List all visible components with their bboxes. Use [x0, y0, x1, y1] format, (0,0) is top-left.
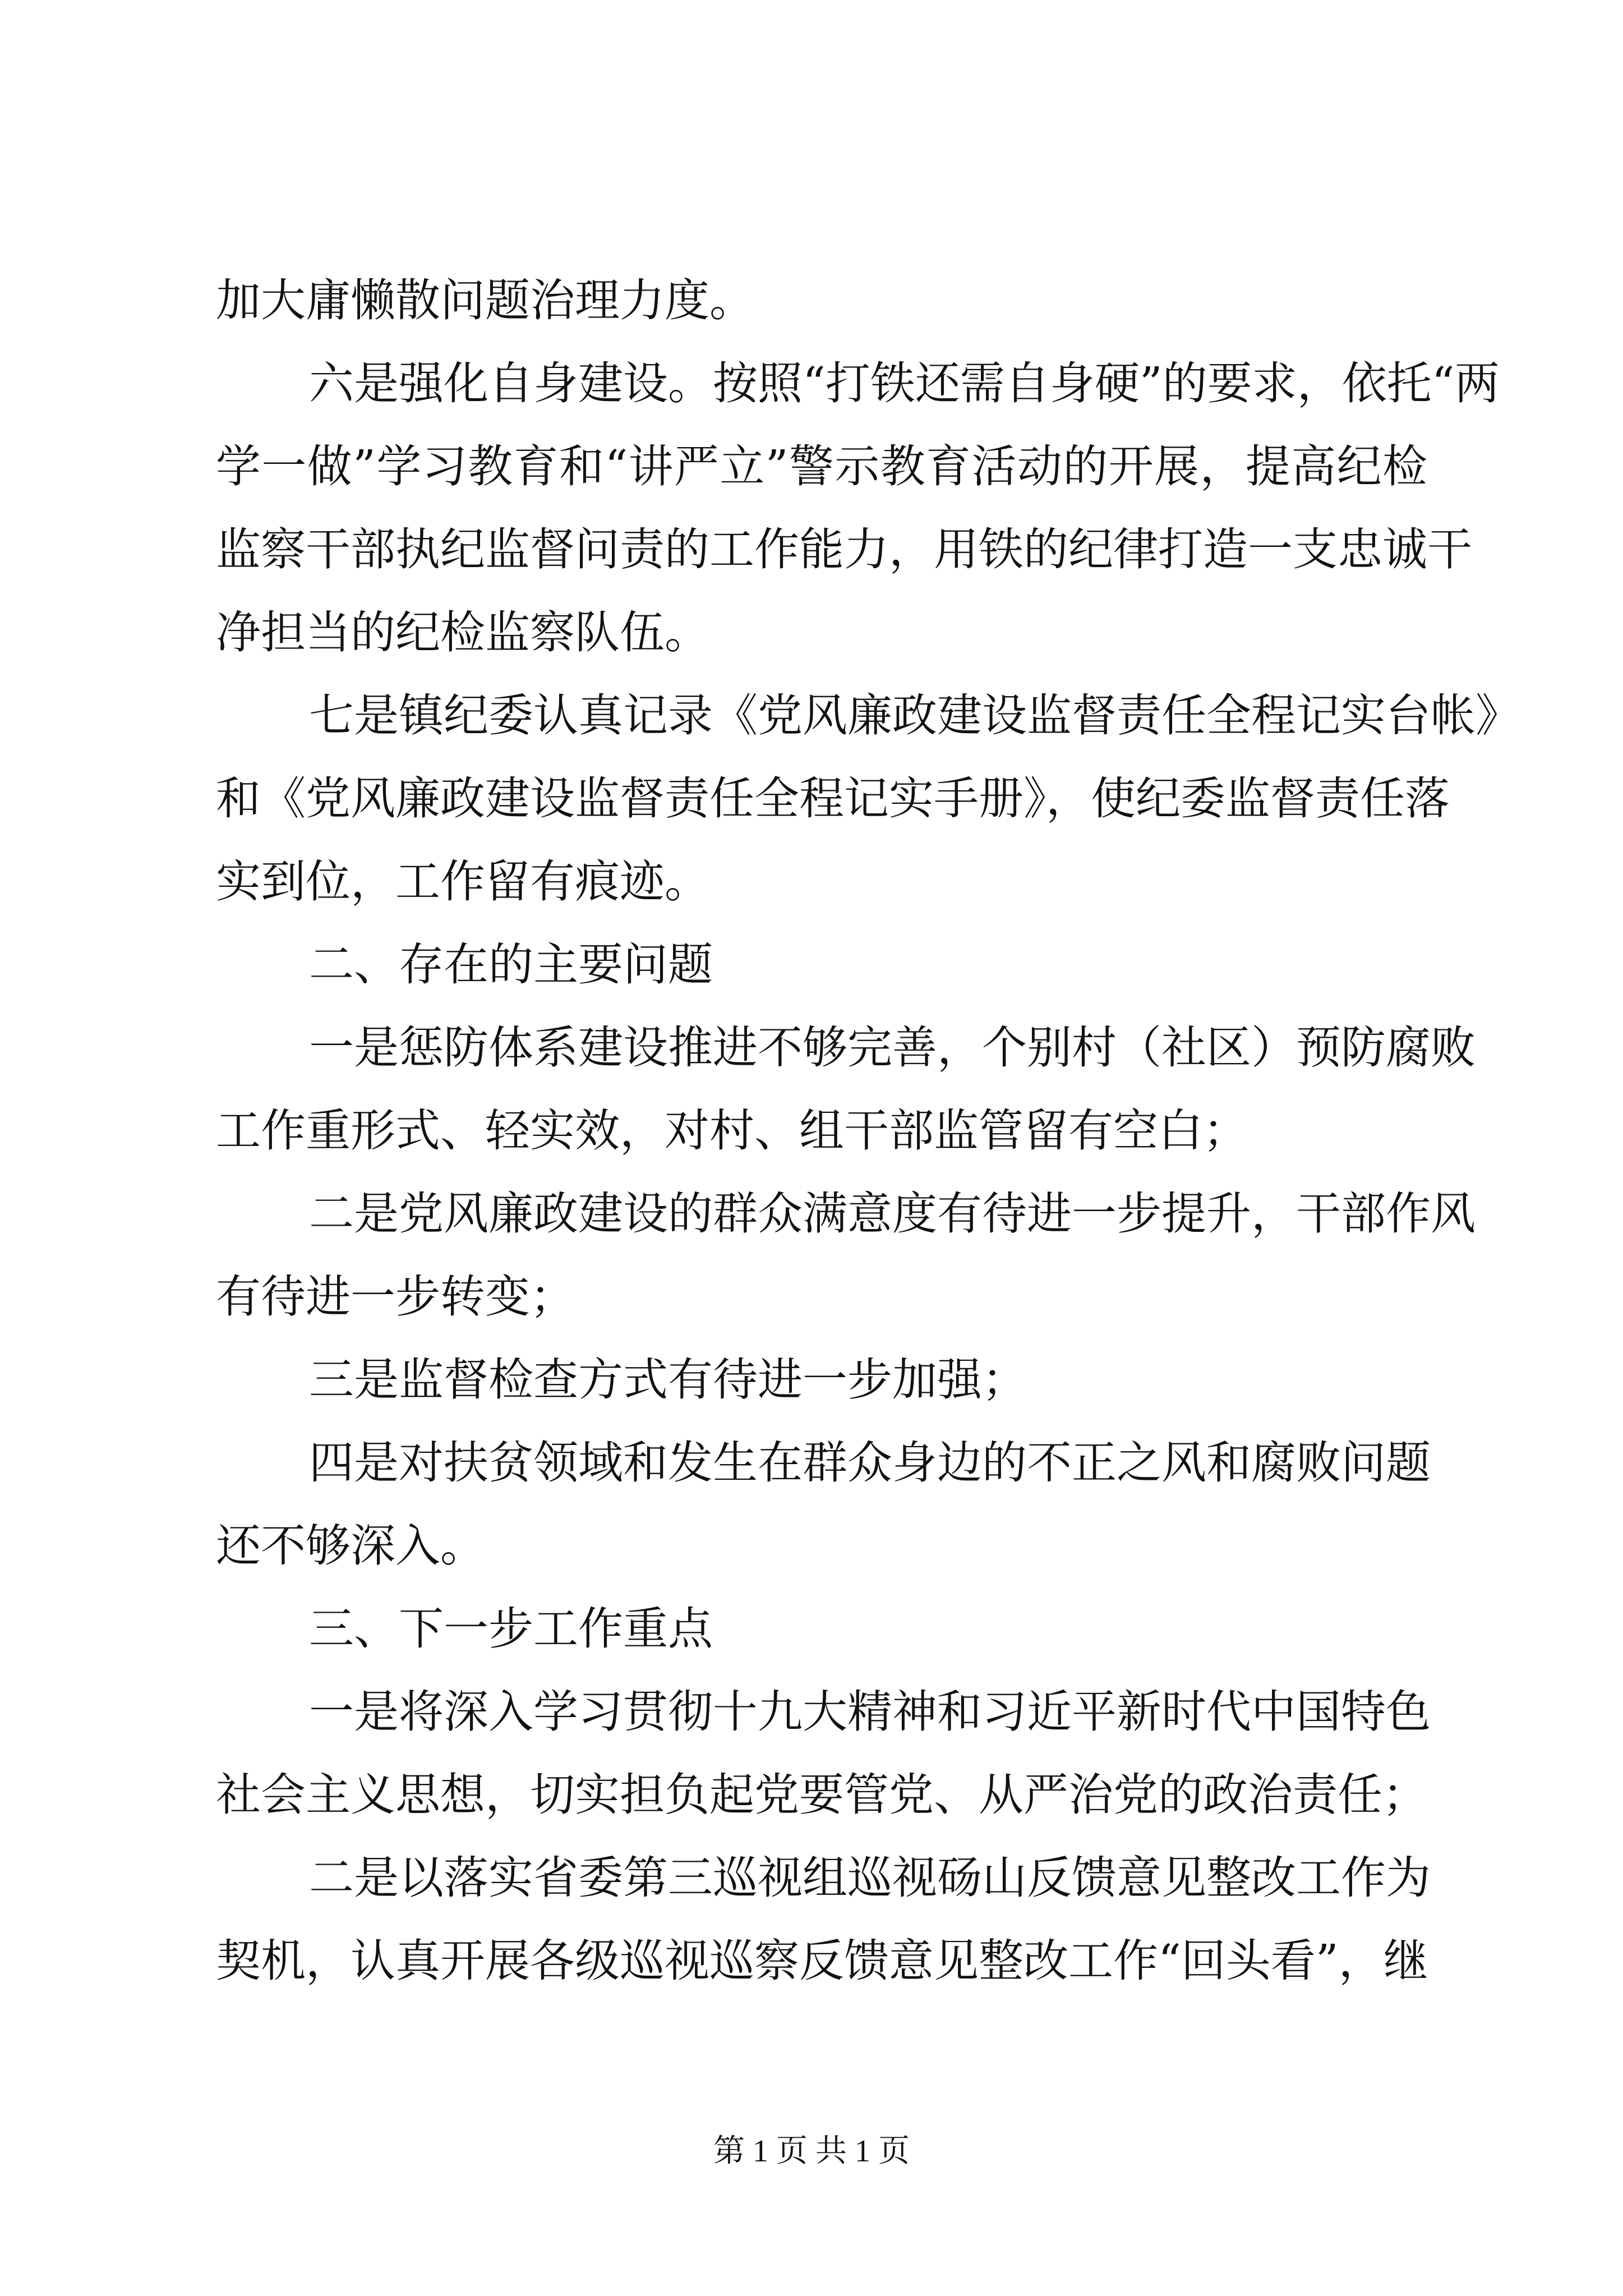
paragraph-p-cont	[216, 259, 1427, 342]
paragraph-p-prob-2	[216, 1172, 1476, 1338]
text-line: 实到位，工作留有痕迹。	[216, 855, 709, 908]
text-line: 三是监督检查方式有待进一步加强；	[309, 1354, 1027, 1406]
paragraph-p-next-1	[216, 1671, 1431, 1837]
page-footer: 第 1 页 共 1 页	[713, 2134, 910, 2169]
text-line: 监察干部执纪监督问责的工作能力，用铁的纪律打造一支忠诚干	[216, 523, 1472, 576]
text-line: 和《党风廉政建设监督责任全程记实手册》，使纪委监督责任落	[216, 772, 1450, 825]
text-line: 二、存在的主要问题	[309, 938, 713, 991]
text-line: 社会主义思想，切实担负起党要管党、从严治党的政治责任；	[216, 1769, 1427, 1821]
paragraph-p-seven	[216, 674, 1520, 923]
text-line: 还不够深入。	[216, 1520, 485, 1572]
paragraph-p-prob-3	[216, 1338, 1427, 1421]
text-line: 六是强化自身建设。按照“打铁还需自身硬”的要求，依托“两	[309, 357, 1500, 409]
text-line: 二是党风廉政建设的群众满意度有待进一步提升，干部作风	[309, 1188, 1476, 1240]
paragraph-p-six	[216, 342, 1500, 674]
document-body	[216, 259, 1520, 2003]
text-line: 一是惩防体系建设推进不够完善，个别村（社区）预防腐败	[309, 1022, 1476, 1074]
paragraph-h-three	[216, 1588, 1427, 1671]
text-line: 净担当的纪检监察队伍。	[216, 606, 709, 659]
paragraph-p-next-2	[216, 1837, 1431, 2003]
text-line: 一是将深入学习贯彻十九大精神和习近平新时代中国特色	[309, 1686, 1431, 1738]
paragraph-p-prob-1	[216, 1006, 1476, 1172]
text-line: 四是对扶贫领域和发生在群众身边的不正之风和腐败问题	[309, 1437, 1431, 1489]
text-line: 三、下一步工作重点	[309, 1603, 713, 1655]
text-line: 契机，认真开展各级巡视巡察反馈意见整改工作“回头看”，继	[216, 1935, 1428, 1987]
text-line: 有待进一步转变；	[216, 1271, 575, 1323]
paragraph-p-prob-4	[216, 1421, 1431, 1588]
text-line: 工作重形式、轻实效，对村、组干部监管留有空白；	[216, 1105, 1248, 1157]
text-line: 七是镇纪委认真记录《党风廉政建设监督责任全程记实台帐》	[309, 689, 1520, 742]
paragraph-h-two	[216, 923, 1427, 1006]
text-line: 加大庸懒散问题治理力度。	[216, 274, 754, 326]
text-line: 学一做”学习教育和“讲严立”警示教育活动的开展，提高纪检	[216, 440, 1427, 493]
text-line: 二是以落实省委第三巡视组巡视砀山反馈意见整改工作为	[309, 1852, 1431, 1904]
